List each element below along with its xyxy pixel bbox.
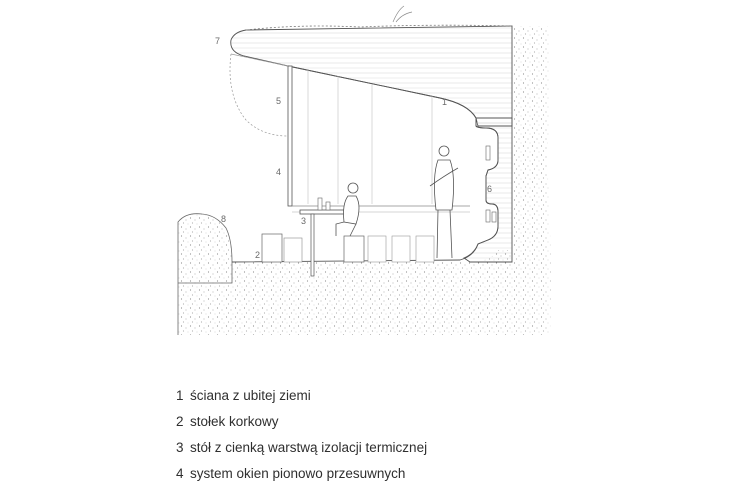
stool-5 [392, 236, 410, 262]
stool-3 [344, 236, 364, 262]
window-swing-arc [230, 54, 288, 136]
callout-2: 2 [255, 250, 261, 260]
ground-right [512, 26, 551, 335]
stool-6 [416, 236, 434, 262]
callout-6: 6 [487, 184, 493, 194]
legend-text: ściana z ubitej ziemi [190, 388, 311, 403]
legend-number: 1 [176, 388, 184, 403]
callout-4: 4 [276, 167, 282, 177]
legend-number: 4 [176, 466, 184, 481]
stool-1 [262, 234, 282, 262]
legend-item-4 [176, 464, 427, 490]
legend-item-2 [176, 412, 427, 438]
table-top [300, 210, 348, 214]
legend-number: 3 [176, 440, 184, 455]
legend-number: 2 [176, 414, 184, 429]
stool-2 [284, 238, 302, 262]
legend-text: stół z cienką warstwą izolacji termicznej [190, 440, 428, 455]
callout-7: 7 [215, 36, 221, 46]
legend-item-1 [176, 386, 427, 412]
table-leg [311, 214, 314, 276]
ground-below [178, 283, 512, 335]
seated-person [336, 183, 359, 236]
table-bottles [318, 198, 330, 210]
legend-text: system okien pionowo przesuwnych [190, 466, 406, 481]
callout-3: 3 [301, 216, 307, 226]
window-frame [288, 66, 292, 206]
legend-item-3 [176, 438, 427, 464]
callout-5: 5 [276, 96, 282, 106]
stool-4 [368, 236, 386, 262]
legend-text: stołek korkowy [190, 414, 279, 429]
legend-list [176, 386, 427, 490]
roof-plant [393, 6, 412, 22]
callout-1: 1 [442, 97, 448, 107]
callout-8: 8 [221, 214, 227, 224]
